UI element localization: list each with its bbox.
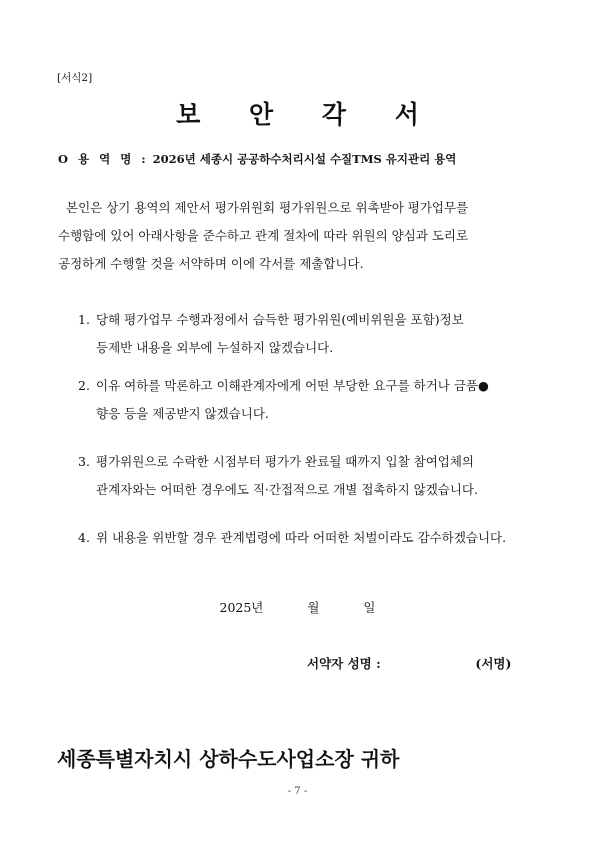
pledge-item-3 (78, 448, 542, 504)
date-line (0, 598, 595, 616)
item-number: 3. (78, 454, 90, 469)
item-text-cont: 향응 등을 제공받지 않겠습니다. (96, 406, 269, 421)
document-title: 보 안 각 서 (176, 100, 439, 129)
date-year: 2025년 (219, 600, 264, 615)
project-label: O 용 역 명 : (58, 152, 149, 166)
project-line (58, 151, 456, 167)
intro-paragraph (58, 194, 542, 278)
item-text: 당해 평가업무 수행과정에서 습득한 평가위원(예비위원을 포함)정보 (96, 312, 464, 327)
item-number: 4. (78, 530, 90, 545)
signature-line (307, 654, 511, 672)
intro-line: 수행함에 있어 아래사항을 준수하고 관계 절차에 따라 위원의 양심과 도리로 (58, 228, 469, 243)
item-text-cont: 관계자와는 어떠한 경우에도 직·간접적으로 개별 접촉하지 않겠습니다. (96, 482, 478, 497)
intro-line: 본인은 상기 용역의 제안서 평가위원회 평가위원으로 위촉받아 평가업무를 (66, 200, 469, 215)
recipient-line: 세종특별자치시 상하수도사업소장 귀하 (57, 747, 400, 771)
item-text: 평가위원으로 수락한 시점부터 평가가 완료될 때까지 입찰 참여업체의 (96, 454, 474, 469)
pledge-item-1 (78, 306, 542, 362)
signature-label: 서약자 성명 : (307, 656, 381, 671)
item-text: 이유 여하를 막론하고 이해관계자에게 어떤 부당한 요구를 하거나 금품● (96, 378, 489, 393)
date-month: 월 (307, 600, 320, 615)
pledge-item-2 (78, 372, 542, 428)
date-day: 일 (363, 600, 376, 615)
item-number: 2. (78, 378, 90, 393)
page-number: - 7 - (287, 786, 308, 797)
intro-line: 공정하게 수행할 것을 서약하며 이에 각서를 제출합니다. (58, 256, 364, 271)
form-number: [서식2] (57, 72, 93, 84)
project-name: 2026년 세종시 공공하수처리시설 수질TMS 유지관리 용역 (152, 152, 457, 166)
signature-mark: (서명) (475, 656, 512, 671)
pledge-item-4 (78, 524, 542, 552)
item-number: 1. (78, 312, 90, 327)
item-text: 위 내용을 위반할 경우 관계법령에 따라 어떠한 처벌이라도 감수하겠습니다. (96, 530, 507, 545)
item-text-cont: 등제반 내용을 외부에 누설하지 않겠습니다. (96, 340, 334, 355)
